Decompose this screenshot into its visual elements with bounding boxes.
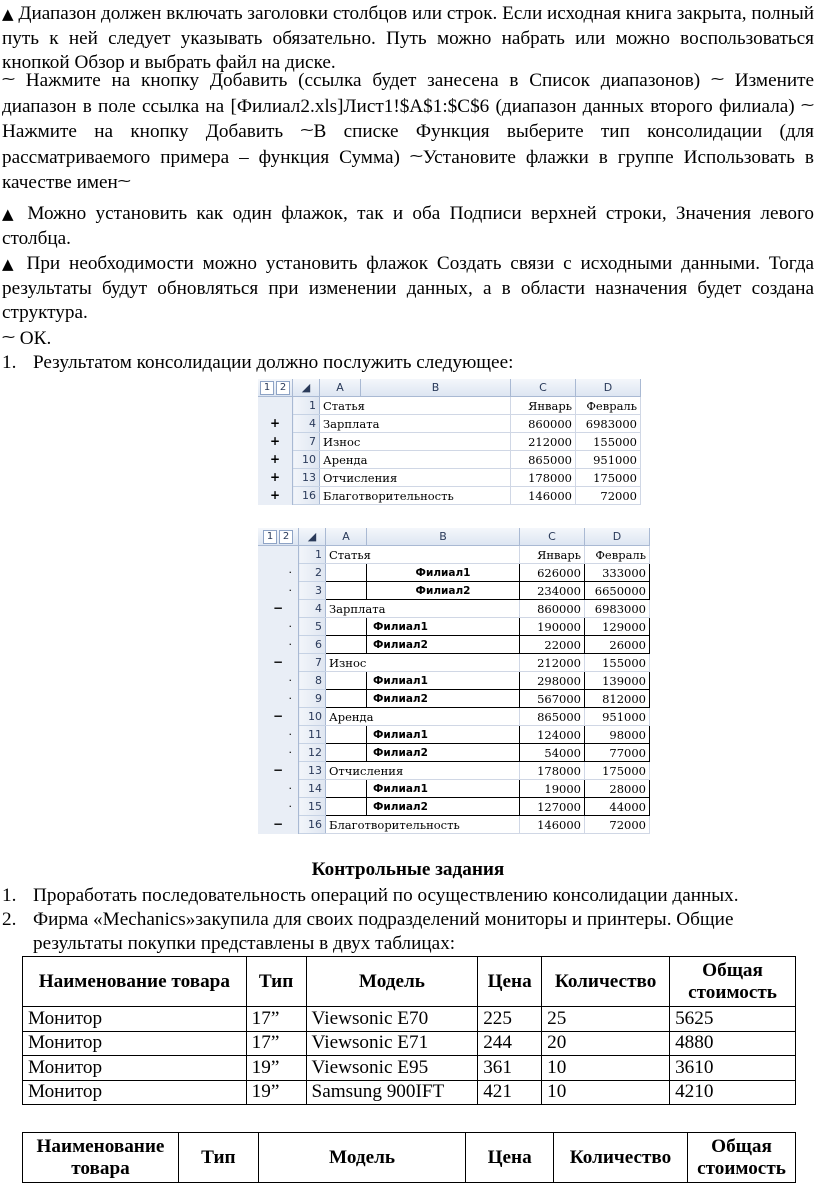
outline-cell [258, 744, 299, 762]
sheet-detail-row [258, 798, 650, 816]
sheet-detail-row [258, 636, 650, 654]
outline-cell [258, 415, 293, 433]
cell[interactable]: 860000 [520, 600, 585, 618]
column-header: Количество [554, 1133, 688, 1183]
cell[interactable]: Январь [511, 397, 576, 415]
column-header[interactable]: D [576, 379, 641, 397]
collapse-minus-icon[interactable]: − [272, 709, 284, 723]
column-header[interactable]: C [520, 528, 585, 546]
row-header[interactable]: 7 [299, 654, 326, 672]
cell[interactable]: 865000 [520, 708, 585, 726]
paragraph-range-headers: ▲ Диапазон должен включать заголовки столбцов или строк. Если исходная книга закрыта, полный путь к ней следует указывать обязательно. Путь можно набрать или можно воспользоваться кнопкой Обзор и выбрать файл на диске. [2, 3, 814, 73]
outline-cell [258, 564, 299, 582]
table-row [23, 1007, 796, 1032]
row-header[interactable]: 12 [299, 744, 326, 762]
column-header[interactable]: A [320, 379, 361, 397]
cell[interactable]: 72000 [576, 487, 641, 505]
table-cell: 19” [246, 1056, 306, 1081]
cell[interactable]: Зарплата [320, 415, 511, 433]
cell[interactable]: Аренда [326, 708, 520, 726]
row-header[interactable]: 11 [299, 726, 326, 744]
table-cell: 225 [478, 1007, 542, 1032]
outline-cell [258, 816, 299, 834]
outline-cell [258, 600, 299, 618]
step-arrow-icon: ⁓ [710, 72, 724, 87]
excel-collapsed-screenshot [258, 379, 641, 505]
cell[interactable]: 98000 [585, 726, 650, 744]
cell[interactable]: Отчисления [326, 762, 520, 780]
expand-plus-icon[interactable]: + [269, 452, 281, 466]
cell[interactable]: 234000 [520, 582, 585, 600]
cell[interactable]: 155000 [585, 654, 650, 672]
column-header[interactable]: A [326, 528, 367, 546]
column-header: Тип [246, 957, 306, 1007]
cell[interactable] [326, 618, 367, 636]
cell[interactable]: 22000 [520, 636, 585, 654]
outline-cell [258, 451, 293, 469]
table-cell: Samsung 900IFT [306, 1080, 478, 1105]
select-all-corner[interactable]: ◢ [293, 379, 320, 397]
cell[interactable]: Февраль [585, 546, 650, 564]
cell[interactable]: Филиал1 [367, 672, 520, 690]
cell[interactable]: 139000 [585, 672, 650, 690]
outline-dot-icon: · [288, 638, 292, 651]
cell[interactable] [326, 672, 367, 690]
cell[interactable] [326, 780, 367, 798]
table-cell: 20 [542, 1031, 670, 1056]
table-row [23, 1080, 796, 1105]
cell[interactable]: 951000 [585, 708, 650, 726]
cell[interactable]: 6983000 [576, 415, 641, 433]
column-header: Наименование товара [23, 957, 247, 1007]
expand-plus-icon[interactable]: + [269, 434, 281, 448]
row-header[interactable]: 13 [293, 469, 320, 487]
table-body [23, 1007, 796, 1105]
cell[interactable]: 77000 [585, 744, 650, 762]
step-arrow-icon: ⁓ [801, 97, 814, 113]
outline-dot-icon: · [288, 728, 292, 741]
sheet-detail-row [258, 564, 650, 582]
table-cell: Монитор [23, 1056, 247, 1081]
paragraph-steps: ⁓ Нажмите на кнопку Добавить (ссылка будет занесена в Список диапазонов) ⁓ Измените диапазон в поле ссылка на [Филиал2.xls]Лист1!$A$1:$C$6 (диапазон данных второго филиала) ⁓ Нажмите на кнопку Добавить ⁓В списке Функция выберите тип консолидации (для рассматриваемого примера – функция Сумма) ⁓Установите флажки в группе Использовать в качестве имен⁓ [2, 70, 815, 193]
cell[interactable]: 124000 [520, 726, 585, 744]
outline-dot-icon: · [288, 782, 292, 795]
cell[interactable]: 812000 [585, 690, 650, 708]
cell[interactable]: 54000 [520, 744, 585, 762]
collapse-minus-icon[interactable]: − [272, 817, 284, 831]
column-header[interactable]: C [511, 379, 576, 397]
outline-cell [258, 780, 299, 798]
expand-plus-icon[interactable]: + [269, 488, 281, 502]
column-header: Цена [478, 957, 542, 1007]
cell[interactable]: Аренда [320, 451, 511, 469]
outline-dot-icon: · [288, 566, 292, 579]
table-cell: Монитор [23, 1007, 247, 1032]
sheet-total-row [258, 600, 650, 618]
table-cell: 421 [478, 1080, 542, 1105]
cell[interactable] [326, 726, 367, 744]
table-header-row [23, 1133, 796, 1183]
sheet-total-row [258, 708, 650, 726]
column-header[interactable]: B [361, 379, 511, 397]
collapse-minus-icon[interactable]: − [272, 763, 284, 777]
triangle-bullet-icon: ▲ [2, 5, 14, 23]
step-arrow-icon: ⁓ [2, 330, 15, 345]
purchases-table-2 [22, 1132, 796, 1183]
table-cell: Монитор [23, 1080, 247, 1105]
sheet-row [258, 451, 641, 469]
cell[interactable]: 44000 [585, 798, 650, 816]
paragraph-links: ▲ При необходимости можно установить флажок Создать связи с исходными данными. Тогда результаты будут обновляться при изменении данных, а в области назначения будет создана структура. [2, 253, 814, 323]
row-header[interactable]: 13 [299, 762, 326, 780]
sheet-total-row [258, 654, 650, 672]
outline-dot-icon: · [288, 620, 292, 633]
column-header: Модель [258, 1133, 465, 1183]
table-cell: 4880 [670, 1031, 796, 1056]
purchases-table-1 [22, 956, 796, 1105]
triangle-bullet-icon: ▲ [2, 205, 19, 223]
cell[interactable] [326, 564, 367, 582]
row-header[interactable]: 6 [299, 636, 326, 654]
cell[interactable]: 28000 [585, 780, 650, 798]
outline-dot-icon: · [288, 674, 292, 687]
outline-dot-icon: · [288, 800, 292, 813]
row-header[interactable]: 10 [299, 708, 326, 726]
table-cell: 3610 [670, 1056, 796, 1081]
column-header: Цена [466, 1133, 554, 1183]
cell[interactable]: 72000 [585, 816, 650, 834]
paragraph-ok: ⁓ ОК. [2, 328, 52, 349]
cell[interactable]: Благотворительность [320, 487, 511, 505]
outline-dot-icon: · [288, 746, 292, 759]
triangle-bullet-icon: ▲ [2, 255, 18, 273]
column-header[interactable]: D [585, 528, 650, 546]
table-cell: 361 [478, 1056, 542, 1081]
cell[interactable]: Филиал2 [367, 636, 520, 654]
sheet-row [258, 433, 641, 451]
cell[interactable]: Филиал2 [367, 690, 520, 708]
cell[interactable]: 333000 [585, 564, 650, 582]
row-header[interactable]: 16 [293, 487, 320, 505]
cell[interactable]: Филиал1 [367, 726, 520, 744]
paragraph-flags: ▲ Можно установить как один флажок, так и оба Подписи верхней строки, Значения левого столбца. [2, 203, 814, 249]
outline-cell [258, 469, 293, 487]
row-header[interactable]: 8 [299, 672, 326, 690]
row-header[interactable]: 5 [299, 618, 326, 636]
outline-cell [258, 726, 299, 744]
outline-cell [258, 433, 293, 451]
cell[interactable]: 129000 [585, 618, 650, 636]
cell[interactable] [326, 744, 367, 762]
cell[interactable]: 19000 [520, 780, 585, 798]
cell[interactable]: Филиал2 [367, 798, 520, 816]
step-arrow-icon: ⁓ [409, 148, 423, 164]
expand-plus-icon[interactable]: + [269, 470, 281, 484]
cell[interactable]: 146000 [511, 487, 576, 505]
cell[interactable]: Филиал2 [367, 582, 520, 600]
cell[interactable]: 6983000 [585, 600, 650, 618]
document-page: ▲ Диапазон должен включать заголовки столбцов или строк. Если исходная книга закрыта, полный путь к ней следует указывать обязательно. Путь можно набрать или можно воспользоваться кнопкой Обзор и выбрать файл на диске. ⁓ Нажмите на кнопку Добавить (ссылка будет занесена в Список диапазонов) ⁓ Измените диапазон в поле ссылка на [Филиал2.xls]Лист1!$A$1:$C$6 (диапазон данных второго филиала) ⁓ Нажмите на кнопку Добавить ⁓В списке Функция выберите тип консолидации (для рассматриваемого примера – функция Сумма) ⁓Установите флажки в группе Использовать в качестве имен⁓ ▲ Можно установить как один флажок, так и оба Подписи верхней строки, Значения левого столбца. ▲ При необходимости можно установить флажок Создать связи с исходными данными. Тогда результаты будут обновляться при изменении данных, а в области назначения будет создана структура. ⁓ ОК. 1. Результатом консолидации должно послужить следующее: 1 2 ◢ A B C D 1 Статья Январь Февраль + 4 Зарплата 860000 6983000 + 7 Износ 212000 155000 + 10 Аренда 865000 951000 + 13 Отчисления 178000 175000 + 16 Благотворительность 146000 72000 1 2 ◢ A B C D 1 Статья Январь Февраль · 2 Филиал1 626000 333000 · 3 Филиал2 234000 6650000 − 4 Зарплата 860000 6983000 · 5 Филиал1 190000 129000 · 6 Филиал2 22000 26000 − 7 Износ 212000 155000 · 8 Филиал1 298000 139000 · 9 Филиал2 567000 812000 − 10 Аренда 865000 951000 · 11 Филиал1 124000 98000 · 12 Филиал2 54000 77000 − 13 Отчисления 178000 175000 · 14 Филиал1 19000 28000 · 15 Филиал2 127000 44000 − 16 Благотворительность 146000 72000 Контрольные задания 1. Проработать последовательность операций по осуществлению консолидации данных. 2. Фирма «Mechanics»закупила для своих подразделений мониторы и принтеры. Общие результаты покупки представлены в двух таблицах: Наименование товара Тип Модель Цена Количество Общая стоимость Монитор 17” Viewsonic E70 225 25 5625 Монитор 17” Viewsonic E71 244 20 4880 Монитор 19” Viewsonic E95 361 10 3610 Монитор 19” Samsung 900IFT 421 10 4210 Наименование товара Тип Модель Цена Количество Общая стоимость [0, 0, 816, 1183]
table-row [23, 1031, 796, 1056]
cell[interactable]: 178000 [511, 469, 576, 487]
cell[interactable]: 298000 [520, 672, 585, 690]
column-header: Наименование товара [23, 1133, 179, 1183]
outline-cell [258, 582, 299, 600]
sheet-total-row [258, 816, 650, 834]
cell[interactable]: Зарплата [326, 600, 520, 618]
expanded-rows [258, 564, 650, 834]
column-header[interactable]: B [367, 528, 520, 546]
column-header: Общая стоимость [687, 1133, 795, 1183]
excel-expanded-screenshot [258, 528, 650, 834]
row-header[interactable]: 7 [293, 433, 320, 451]
outline-cell [258, 690, 299, 708]
cell[interactable]: 190000 [520, 618, 585, 636]
sheet-row [258, 415, 641, 433]
cell[interactable]: 6650000 [585, 582, 650, 600]
table-header-row [23, 957, 796, 1007]
cell[interactable]: Январь [520, 546, 585, 564]
cell[interactable]: 865000 [511, 451, 576, 469]
cell[interactable]: Филиал1 [367, 780, 520, 798]
cell[interactable]: 212000 [520, 654, 585, 672]
table-row [23, 1056, 796, 1081]
cell[interactable]: Филиал2 [367, 744, 520, 762]
cell[interactable]: 175000 [576, 469, 641, 487]
step-arrow-icon: ⁓ [300, 123, 314, 138]
cell[interactable]: 860000 [511, 415, 576, 433]
outline-cell [258, 798, 299, 816]
row-header[interactable]: 9 [299, 690, 326, 708]
outline-level-button[interactable]: 1 [263, 530, 277, 544]
outline-cell [258, 618, 299, 636]
cell[interactable]: 146000 [520, 816, 585, 834]
collapse-minus-icon[interactable]: − [272, 655, 284, 669]
table-cell: Монитор [23, 1031, 247, 1056]
outline-cell [258, 654, 299, 672]
cell[interactable]: 626000 [520, 564, 585, 582]
step-arrow-icon: ⁓ [117, 174, 131, 189]
table-cell: 19” [246, 1080, 306, 1105]
row-header[interactable]: 15 [299, 798, 326, 816]
cell[interactable] [326, 636, 367, 654]
column-header: Общая стоимость [670, 957, 796, 1007]
table-cell: 5625 [670, 1007, 796, 1032]
cell[interactable]: Филиал1 [367, 564, 520, 582]
cell[interactable]: 26000 [585, 636, 650, 654]
cell[interactable]: Благотворительность [326, 816, 520, 834]
table-cell: Viewsonic E71 [306, 1031, 478, 1056]
cell[interactable] [326, 690, 367, 708]
cell[interactable]: 155000 [576, 433, 641, 451]
collapse-minus-icon[interactable]: − [272, 601, 284, 615]
table-cell: 4210 [670, 1080, 796, 1105]
cell[interactable]: 178000 [520, 762, 585, 780]
cell[interactable]: Филиал1 [367, 618, 520, 636]
cell[interactable]: Отчисления [320, 469, 511, 487]
column-header: Количество [542, 957, 670, 1007]
table-cell: Viewsonic E70 [306, 1007, 478, 1032]
cell[interactable]: Износ [320, 433, 511, 451]
outline-level-button[interactable]: 1 [260, 381, 274, 395]
expand-plus-icon[interactable]: + [269, 416, 281, 430]
outline-dot-icon: · [288, 692, 292, 705]
outline-level-button[interactable]: 2 [276, 381, 290, 395]
sheet-detail-row [258, 780, 650, 798]
row-header[interactable]: 10 [293, 451, 320, 469]
outline-cell [258, 672, 299, 690]
cell[interactable] [326, 582, 367, 600]
outline-level-button[interactable]: 2 [279, 530, 293, 544]
table-cell: 17” [246, 1007, 306, 1032]
outline-cell [258, 762, 299, 780]
outline-dot-icon: · [288, 584, 292, 597]
cell[interactable] [326, 798, 367, 816]
cell[interactable]: Износ [326, 654, 520, 672]
select-all-corner[interactable]: ◢ [299, 528, 326, 546]
column-header: Модель [306, 957, 478, 1007]
row-header[interactable]: 1 [293, 397, 320, 415]
outline-cell [258, 708, 299, 726]
table-cell: 10 [542, 1080, 670, 1105]
tasks-heading: Контрольные задания [311, 859, 505, 880]
table-cell: 244 [478, 1031, 542, 1056]
table-cell: 17” [246, 1031, 306, 1056]
cell[interactable]: Статья [326, 546, 520, 564]
cell[interactable]: Статья [320, 397, 511, 415]
sheet-detail-row [258, 618, 650, 636]
outline-cell [258, 636, 299, 654]
outline-cell [258, 487, 293, 505]
cell[interactable]: 212000 [511, 433, 576, 451]
step-arrow-icon: ⁓ [2, 72, 15, 87]
table-cell: 25 [542, 1007, 670, 1032]
cell[interactable]: 127000 [520, 798, 585, 816]
row-header[interactable]: 16 [299, 816, 326, 834]
sheet-row [258, 469, 641, 487]
cell[interactable]: 175000 [585, 762, 650, 780]
row-header[interactable]: 14 [299, 780, 326, 798]
row-header[interactable]: 3 [299, 582, 326, 600]
cell[interactable]: 567000 [520, 690, 585, 708]
sheet-detail-row [258, 582, 650, 600]
row-header[interactable]: 1 [299, 546, 326, 564]
sheet-row [258, 487, 641, 505]
row-header[interactable]: 4 [299, 600, 326, 618]
cell[interactable]: Февраль [576, 397, 641, 415]
sheet-detail-row [258, 690, 650, 708]
sheet-total-row [258, 762, 650, 780]
sheet-detail-row [258, 672, 650, 690]
sheet-detail-row [258, 744, 650, 762]
sheet-detail-row [258, 726, 650, 744]
table-cell: 10 [542, 1056, 670, 1081]
cell[interactable]: 951000 [576, 451, 641, 469]
collapsed-rows [258, 415, 641, 505]
table-cell: Viewsonic E95 [306, 1056, 478, 1081]
column-header: Тип [178, 1133, 258, 1183]
row-header[interactable]: 4 [293, 415, 320, 433]
row-header[interactable]: 2 [299, 564, 326, 582]
